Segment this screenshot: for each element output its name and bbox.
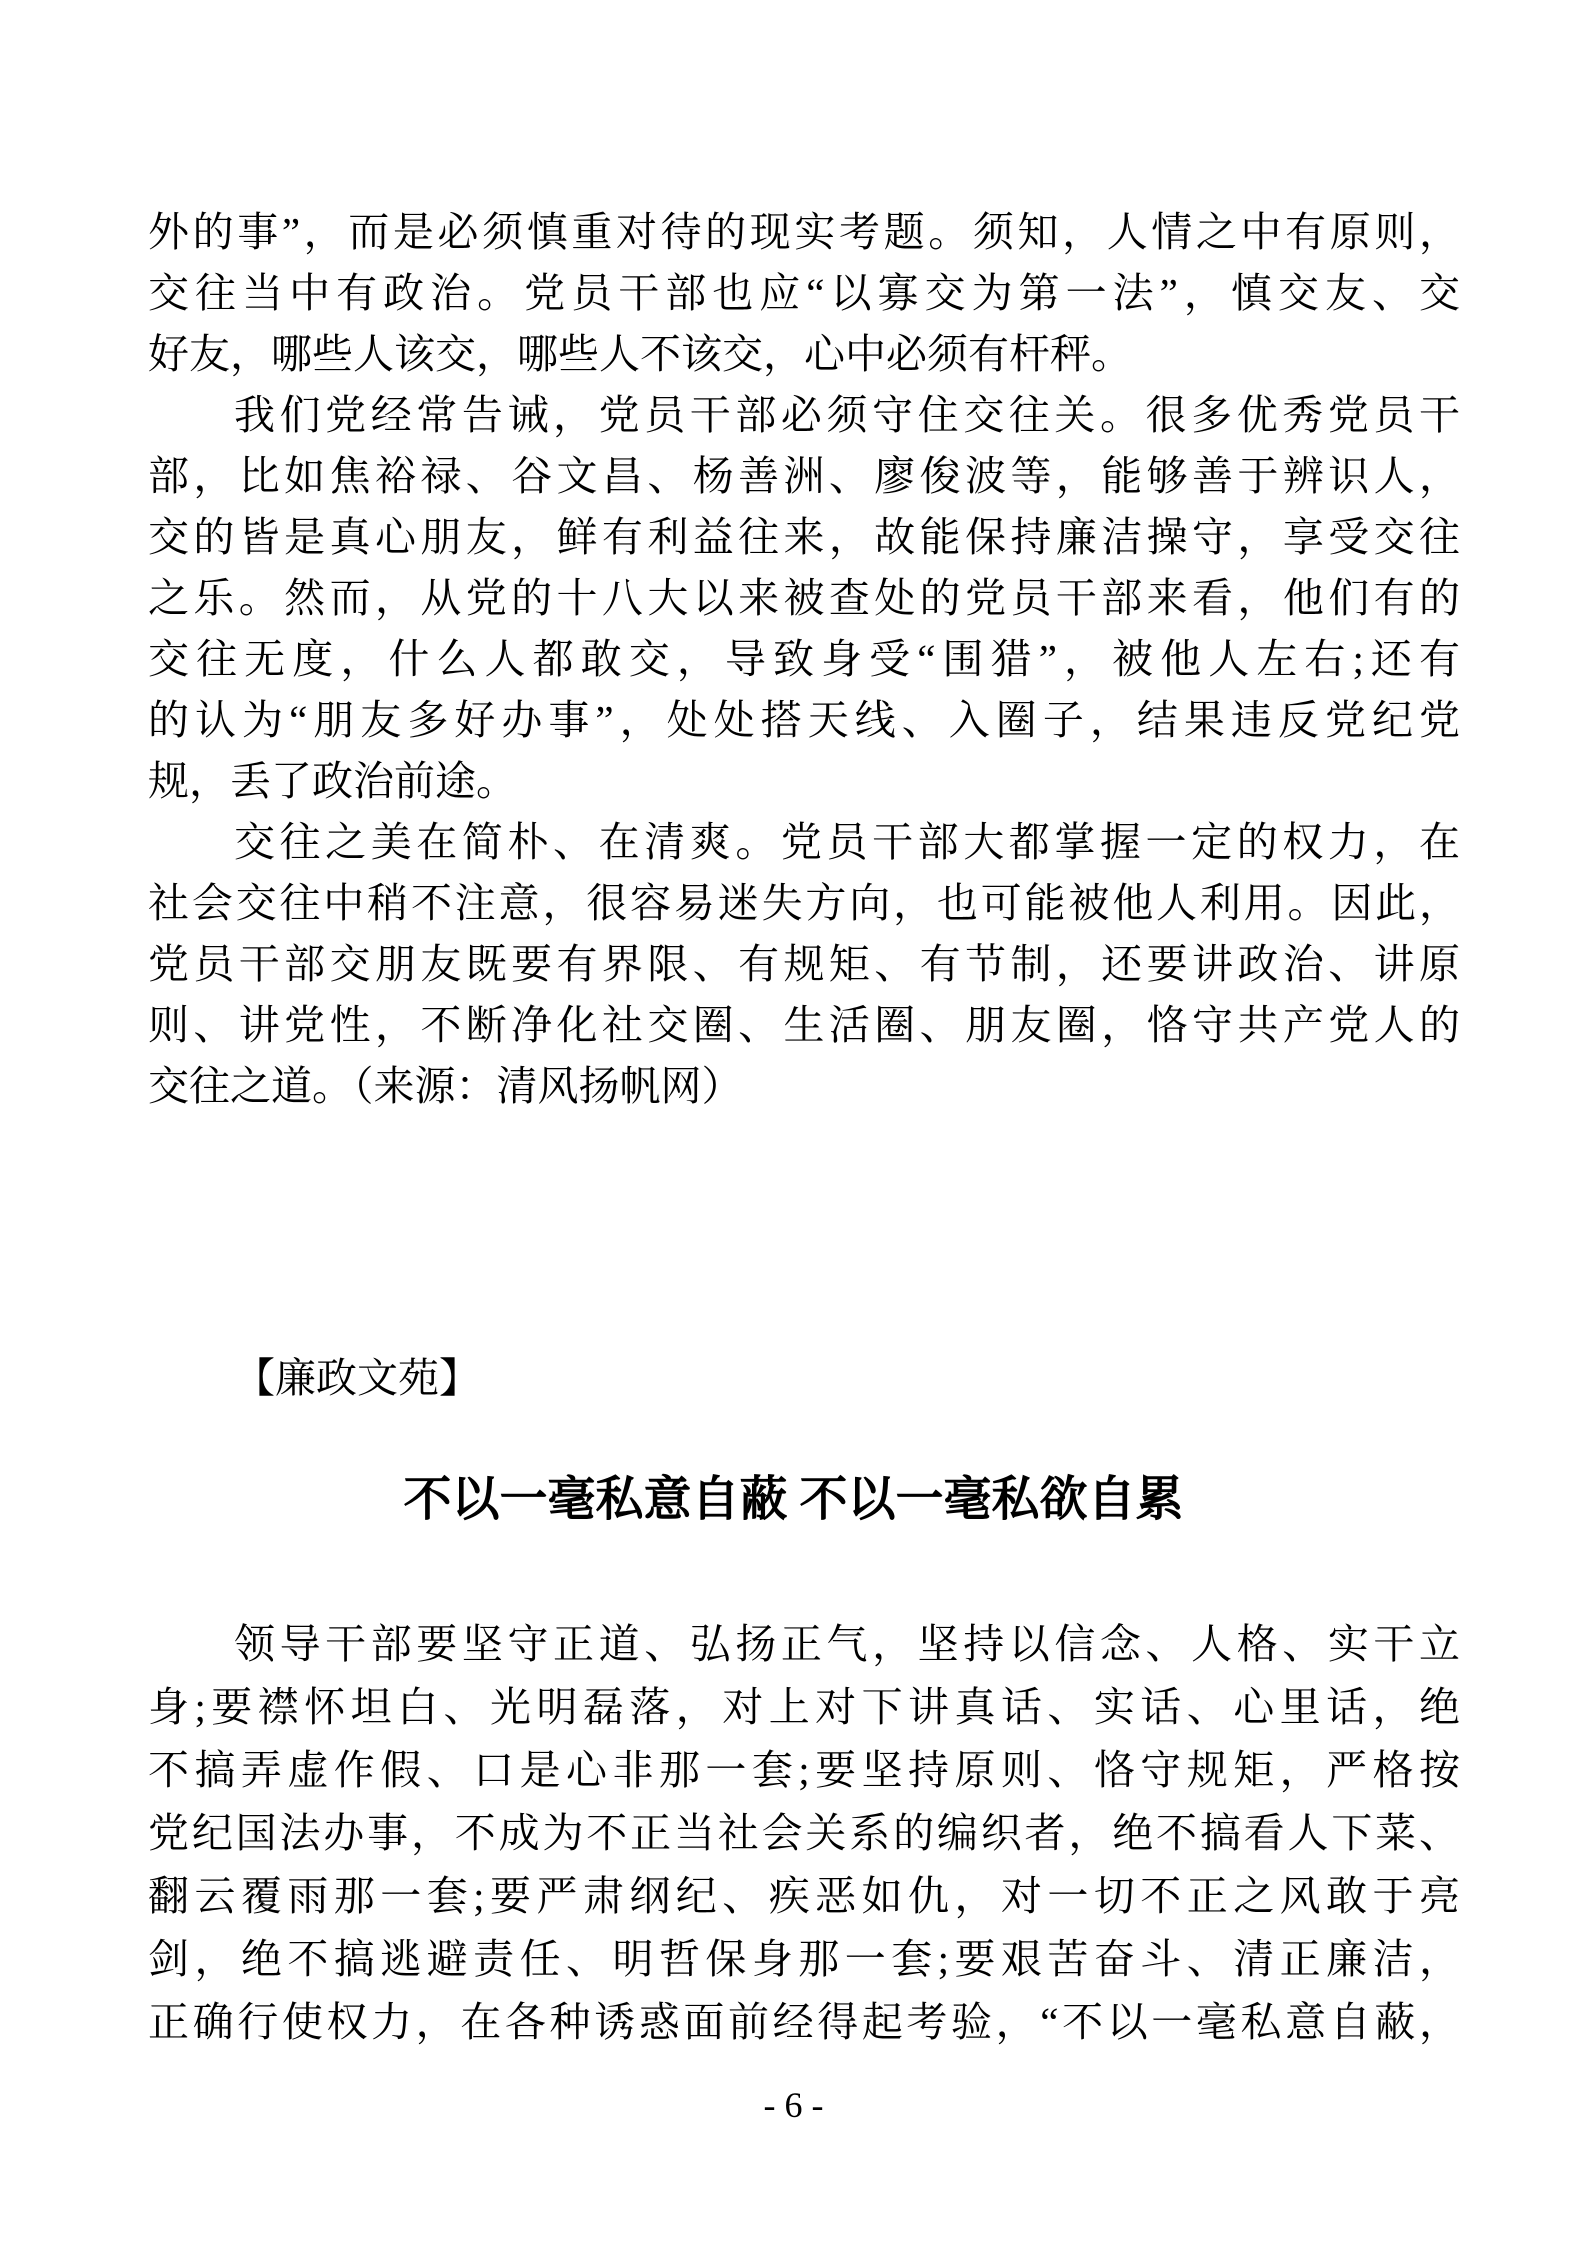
text-line: 交往无度，什么人都敢交，导致身受“围猎”，被他人左右;还有 (148, 636, 1460, 682)
text-line: 翻云覆雨那一套;要严肃纲纪、疾恶如仇，对一切不正之风敢于亮 (148, 1873, 1460, 1919)
text-line: 的认为“朋友多好办事”，处处搭天线、入圈子，结果违反党纪党 (148, 697, 1460, 743)
text-line: 好友，哪些人该交，哪些人不该交，心中必须有杆秤。 (148, 331, 1132, 377)
text-line: 则、讲党性，不断净化社交圈、生活圈、朋友圈，恪守共产党人的 (148, 1002, 1460, 1048)
paragraph (148, 1613, 1460, 2054)
section-header: 【廉政文苑】 (234, 1355, 480, 1401)
article2-body (148, 1613, 1460, 2054)
text-line: 交往之美在简朴、在清爽。党员干部大都掌握一定的权力，在 (234, 819, 1460, 865)
text-line: 交往当中有政治。党员干部也应“以寡交为第一法”，慎交友、交 (148, 270, 1460, 316)
text-line: 身;要襟怀坦白、光明磊落，对上对下讲真话、实话、心里话，绝 (148, 1684, 1460, 1730)
article1-body (148, 202, 1460, 1117)
text-line: 剑，绝不搞逃避责任、明哲保身那一套;要艰苦奋斗、清正廉洁， (148, 1936, 1460, 1982)
article-title: 不以一毫私意自蔽 不以一毫私欲自累 (403, 1473, 1184, 1526)
text-line: 领导干部要坚守正道、弘扬正气，坚持以信念、人格、实干立 (234, 1621, 1460, 1667)
text-line: 社会交往中稍不注意，很容易迷失方向，也可能被他人利用。因此， (148, 880, 1460, 926)
text-line: 交往之道。（来源：清风扬帆网） (148, 1063, 743, 1109)
text-line: 之乐。然而，从党的十八大以来被查处的党员干部来看，他们有的 (148, 575, 1460, 621)
text-line: 外的事”，而是必须慎重对待的现实考题。须知，人情之中有原则， (148, 209, 1460, 255)
text-line: 规，丢了政治前途。 (148, 758, 517, 804)
paragraph (148, 812, 1460, 1117)
text-line: 正确行使权力，在各种诱惑面前经得起考验，“不以一毫私意自蔽， (148, 1999, 1460, 2045)
text-line: 交的皆是真心朋友，鲜有利益往来，故能保持廉洁操守，享受交往 (148, 514, 1460, 560)
text-line: 党员干部交朋友既要有界限、有规矩、有节制，还要讲政治、讲原 (148, 941, 1460, 987)
text-line: 部，比如焦裕禄、谷文昌、杨善洲、廖俊波等，能够善于辨识人， (148, 453, 1460, 499)
paragraph (148, 385, 1460, 812)
text-line: 党纪国法办事，不成为不正当社会关系的编织者，绝不搞看人下菜、 (148, 1810, 1460, 1856)
page-number: - 6 - (763, 2085, 824, 2125)
paragraph (148, 202, 1460, 385)
text-line: 我们党经常告诫，党员干部必须守住交往关。很多优秀党员干 (234, 392, 1460, 438)
text-line: 不搞弄虚作假、口是心非那一套;要坚持原则、恪守规矩，严格按 (148, 1747, 1460, 1793)
